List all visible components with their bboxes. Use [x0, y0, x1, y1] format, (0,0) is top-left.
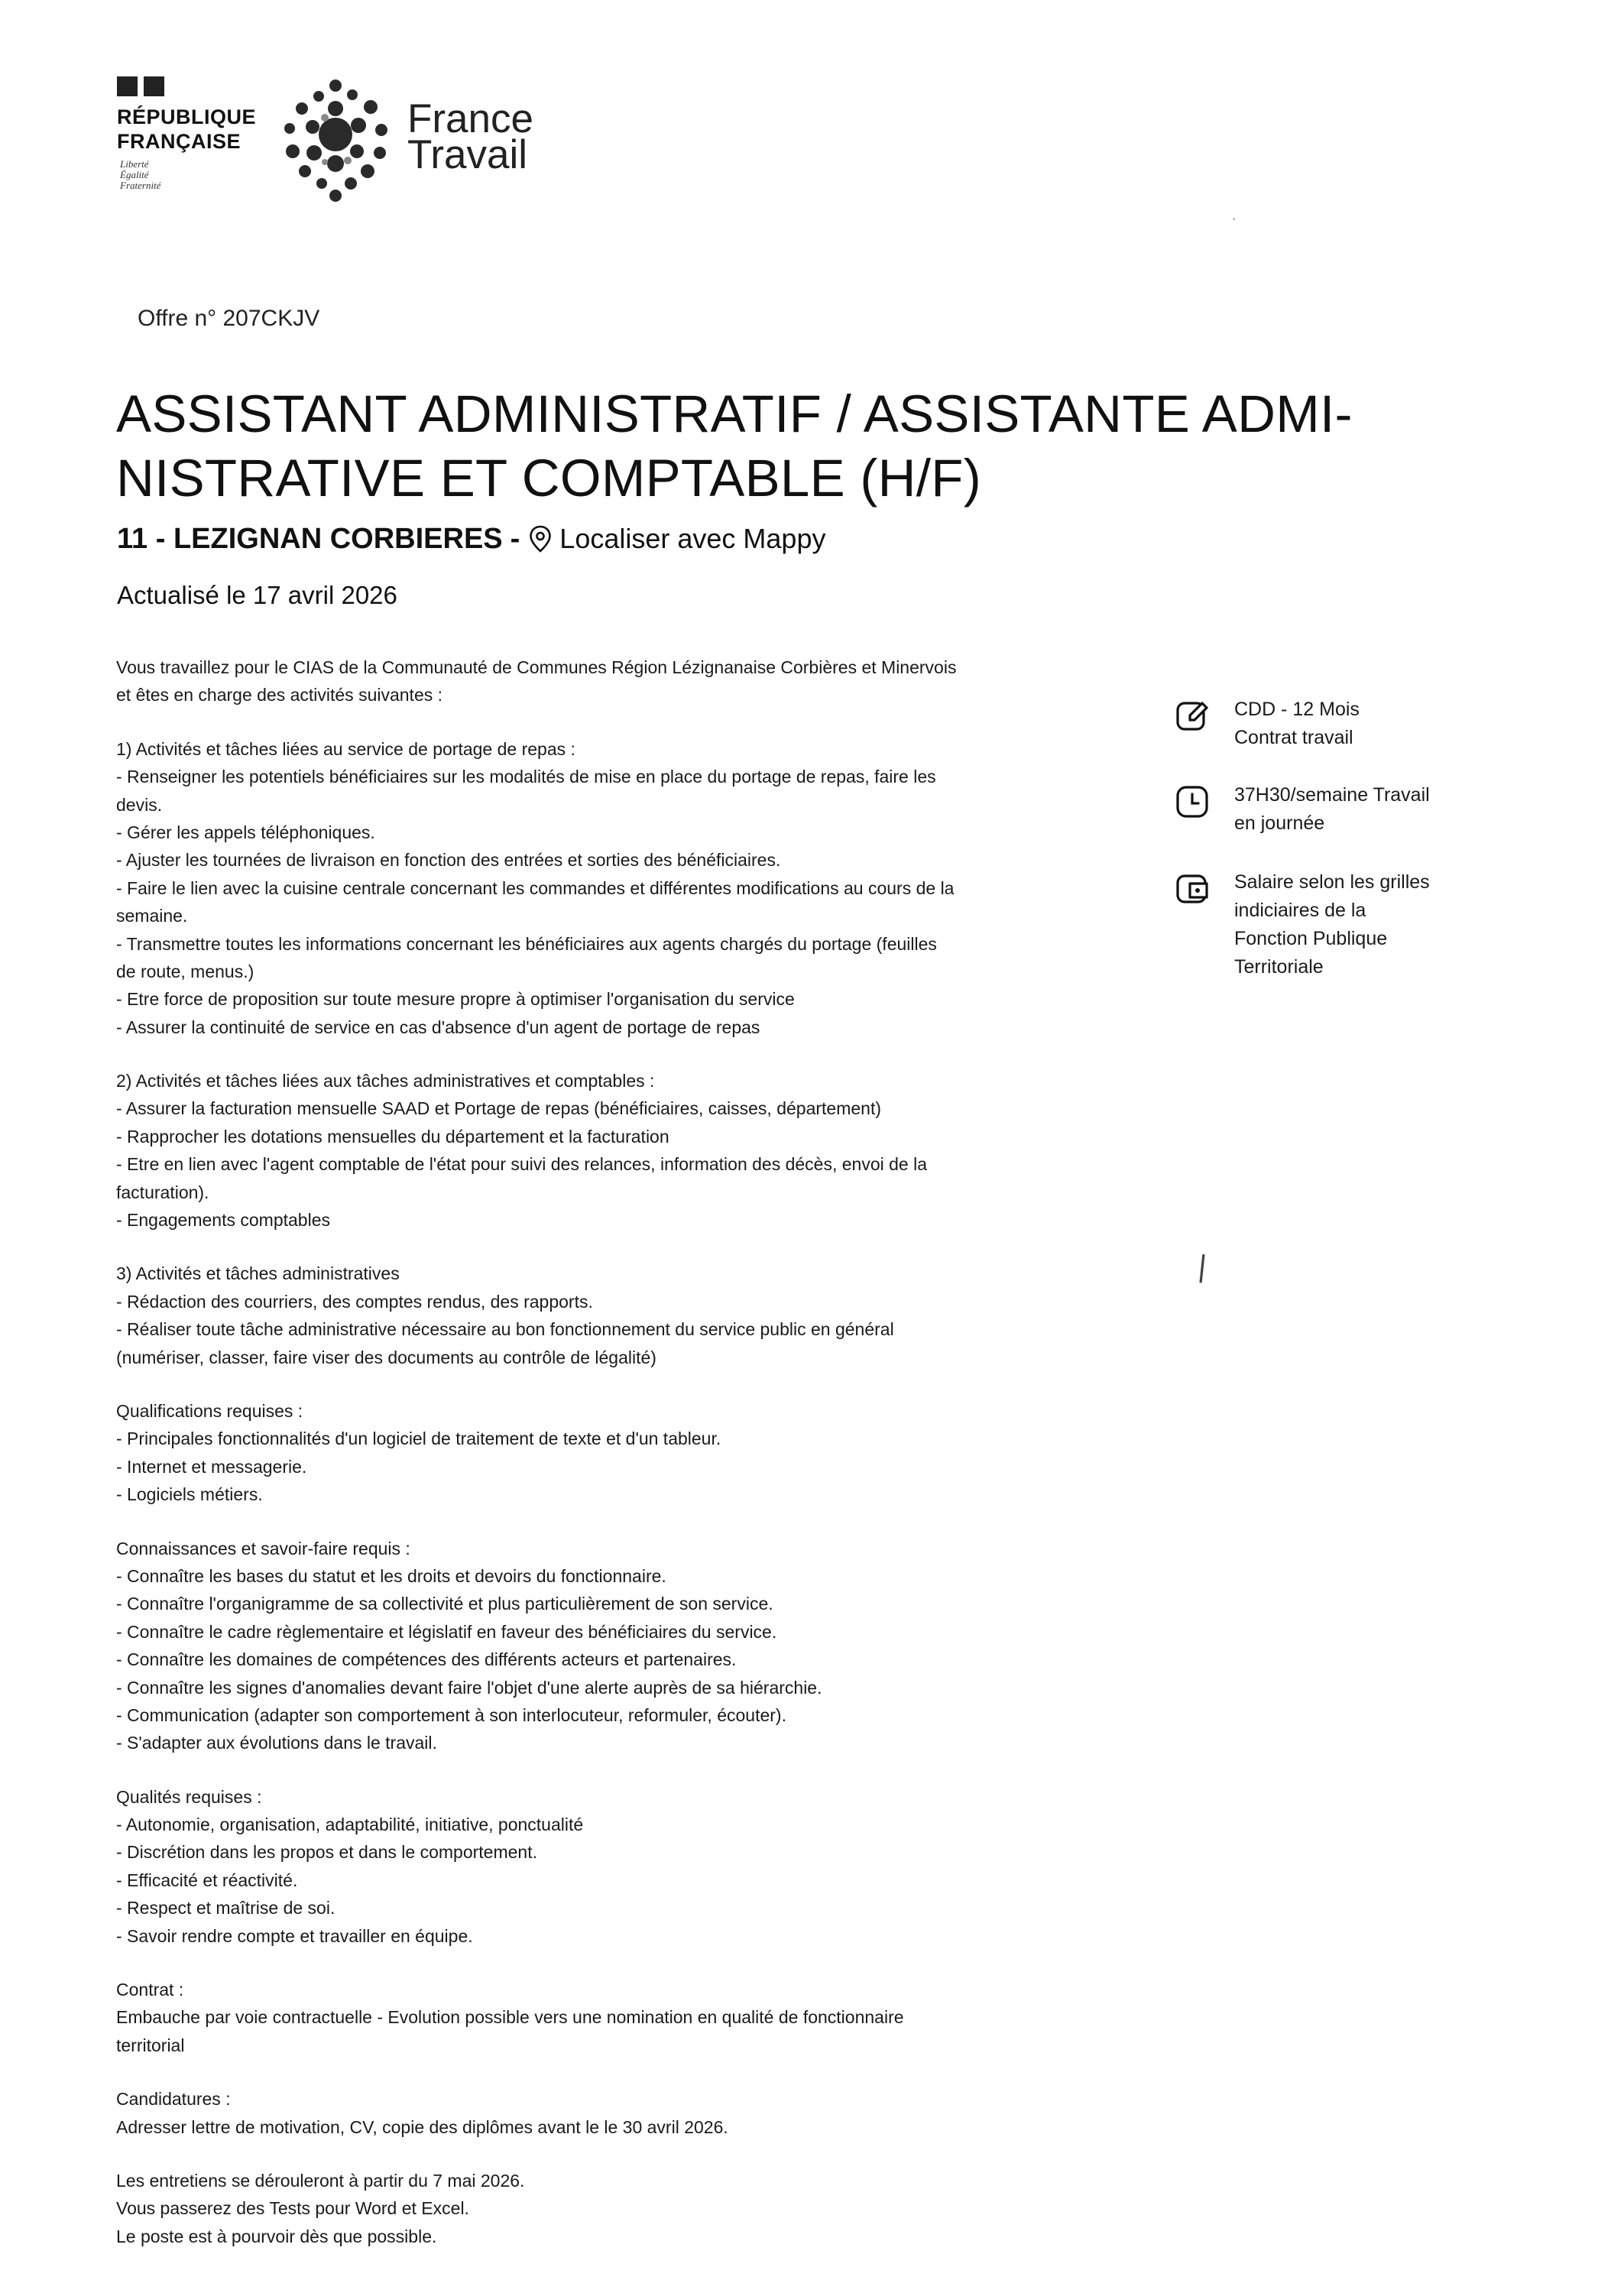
description-line: - Gérer les appels téléphoniques. — [116, 822, 375, 842]
paragraph-gap — [116, 1509, 1049, 1535]
contract-type: CDD - 12 Mois — [1234, 699, 1360, 720]
scan-mark: · — [1232, 212, 1237, 225]
offer-description — [116, 654, 1049, 2250]
salary-line-1: Salaire selon les grilles — [1234, 871, 1430, 893]
description-line: Qualités requises : — [116, 1786, 262, 1807]
description-line: Les entretiens se dérouleront à partir du 7 mai 2026. — [116, 2170, 525, 2191]
description-line: - Connaître les signes d'anomalies devant faire l'objet d'une alerte auprès de sa hiérarchie. — [116, 1677, 822, 1698]
work-hours: 37H30/semaine Travail — [1234, 784, 1430, 806]
description-line: Connaissances et savoir-faire requis : — [116, 1538, 410, 1558]
description-line: et êtes en charge des activités suivantes : — [116, 685, 443, 705]
paragraph-gap — [116, 1950, 1049, 1976]
location-city: 11 - LEZIGNAN CORBIERES — [117, 523, 503, 555]
location-row — [117, 522, 825, 556]
description-line: - Etre force de proposition sur toute mesure propre à optimiser l'organisation du service — [116, 989, 795, 1010]
motto-egalite: Égalité — [120, 169, 149, 180]
description-line: - Communication (adapter son comportement à son interlocuteur, reformuler, écouter). — [116, 1704, 786, 1725]
description-line: - Connaître le cadre règlementaire et législatif en faveur des bénéficiaires du service. — [116, 1621, 777, 1642]
paragraph-gap — [116, 1371, 1049, 1397]
description-line: - Faire le lien avec la cuisine centrale concernant les commandes et différentes modifications au cours de la — [116, 877, 955, 898]
marianne-emblem — [117, 76, 170, 98]
paragraph-gap — [116, 709, 1049, 735]
france-travail-name-line2: Travail — [407, 132, 528, 177]
paragraph-gap — [116, 2141, 1049, 2167]
description-line: - Rédaction des courriers, des comptes rendus, des rapports. — [116, 1291, 593, 1312]
description-line: Vous travaillez pour le CIAS de la Communauté de Communes Région Lézignanaise Corbières et Minervois — [116, 657, 957, 677]
france-travail-name-line1: France — [407, 96, 533, 141]
paragraph-gap — [116, 1041, 1049, 1067]
description-line: - Connaître les bases du statut et les droits et devoirs du fonctionnaire. — [116, 1565, 666, 1586]
description-line: - Discrétion dans les propos et dans le comportement. — [116, 1842, 537, 1863]
paragraph-gap — [116, 1757, 1049, 1783]
offer-number: Offre n° 207CKJV — [138, 306, 320, 331]
job-title-line-2: NISTRATIVE ET COMPTABLE (H/F) — [116, 449, 981, 508]
salary-line-3: Fonction Publique — [1234, 928, 1388, 949]
description-line: - Savoir rendre compte et travailler en équipe. — [116, 1925, 473, 1946]
description-line: facturation). — [116, 1182, 209, 1202]
description-line: Embauche par voie contractuelle - Evolution possible vers une nomination en qualité de fonctionnaire — [116, 2007, 904, 2028]
motto-fraternite: Fraternité — [120, 180, 161, 191]
description-line: de route, menus.) — [116, 961, 254, 981]
description-line: - Principales fonctionnalités d'un logiciel de traitement de texte et d'un tableur. — [116, 1429, 721, 1449]
description-line: - Connaître l'organigramme de sa collectivité et plus particulièrement de son service. — [116, 1594, 773, 1614]
description-line: semaine. — [116, 906, 188, 926]
job-title — [116, 382, 1553, 511]
republique-francaise-logo — [117, 76, 257, 206]
description-line: - Rapprocher les dotations mensuelles du département et la facturation — [116, 1126, 669, 1146]
edit-contract-icon — [1175, 699, 1210, 734]
description-line: Le poste est à pourvoir dès que possible. — [116, 2226, 437, 2246]
description-line: - Engagements comptables — [116, 1210, 330, 1231]
map-pin-icon[interactable] — [529, 525, 552, 553]
description-line: devis. — [116, 794, 163, 815]
description-line: - Assurer la facturation mensuelle SAAD et Portage de repas (bénéficiaires, caisses, département) — [116, 1098, 881, 1119]
paragraph-gap — [116, 1234, 1049, 1260]
republique-label: RÉPUBLIQUE — [117, 105, 257, 128]
clock-icon — [1175, 784, 1210, 819]
updated-date: Actualisé le 17 avril 2026 — [117, 581, 397, 609]
wallet-icon — [1175, 871, 1210, 906]
description-line: - Ajuster les tournées de livraison en fonction des entrées et sorties des bénéficiaires. — [116, 850, 781, 871]
motto-liberte: Liberté — [120, 158, 149, 170]
location-separator: - — [510, 523, 520, 555]
salary-line-4: Territoriale — [1234, 956, 1324, 978]
description-line: - Transmettre toutes les informations concernant les bénéficiaires aux agents chargés du portage (feuilles — [116, 933, 937, 954]
description-line: - Renseigner les potentiels bénéficiaires sur les modalités de mise en place du portage de repas, faire les — [116, 767, 936, 787]
description-line: Adresser lettre de motivation, CV, copie des diplômes avant le le 30 avril 2026. — [116, 2116, 728, 2137]
description-line: - Etre en lien avec l'agent comptable de l'état pour suivi des relances, information des décès, envoi de la — [116, 1154, 927, 1175]
description-line: - S'adapter aux évolutions dans le travail. — [116, 1733, 437, 1753]
description-line: (numériser, classer, faire viser des documents au contrôle de légalité) — [116, 1347, 656, 1367]
description-line: 2) Activités et tâches liées aux tâches administratives et comptables : — [116, 1071, 655, 1091]
description-line: - Efficacité et réactivité. — [116, 1870, 298, 1890]
france-travail-emblem-icon — [279, 76, 394, 203]
salary-line-2: indiciaires de la — [1234, 900, 1366, 921]
scan-mark: | — [1196, 1249, 1208, 1284]
description-line: - Autonomie, organisation, adaptabilité, initiative, ponctualité — [116, 1815, 584, 1835]
description-line: - Réaliser toute tâche administrative nécessaire au bon fonctionnement du service public en général — [116, 1319, 894, 1340]
description-line: 3) Activités et tâches administratives — [116, 1263, 400, 1284]
francaise-label: FRANÇAISE — [117, 130, 241, 153]
work-schedule: en journée — [1234, 812, 1325, 834]
description-line: - Internet et messagerie. — [116, 1456, 307, 1477]
paragraph-gap — [116, 2059, 1049, 2085]
description-line: Vous passerez des Tests pour Word et Excel. — [116, 2198, 469, 2219]
description-line: - Connaître les domaines de compétences des différents acteurs et partenaires. — [116, 1649, 737, 1670]
description-line: - Logiciels métiers. — [116, 1484, 263, 1505]
description-line: - Respect et maîtrise de soi. — [116, 1898, 335, 1918]
contract-nature: Contrat travail — [1234, 727, 1353, 748]
description-line: territorial — [116, 2035, 185, 2055]
description-line: 1) Activités et tâches liées au service de portage de repas : — [116, 738, 575, 759]
description-line: Candidatures : — [116, 2089, 231, 2110]
mappy-link[interactable]: Localiser avec Mappy — [559, 523, 826, 554]
job-title-line-1: ASSISTANT ADMINISTRATIF / ASSISTANTE ADMI- — [116, 384, 1353, 443]
description-line: Contrat : — [116, 1980, 184, 2000]
description-line: - Assurer la continuité de service en cas d'absence d'un agent de portage de repas — [116, 1017, 760, 1037]
description-line: Qualifications requises : — [116, 1400, 303, 1421]
